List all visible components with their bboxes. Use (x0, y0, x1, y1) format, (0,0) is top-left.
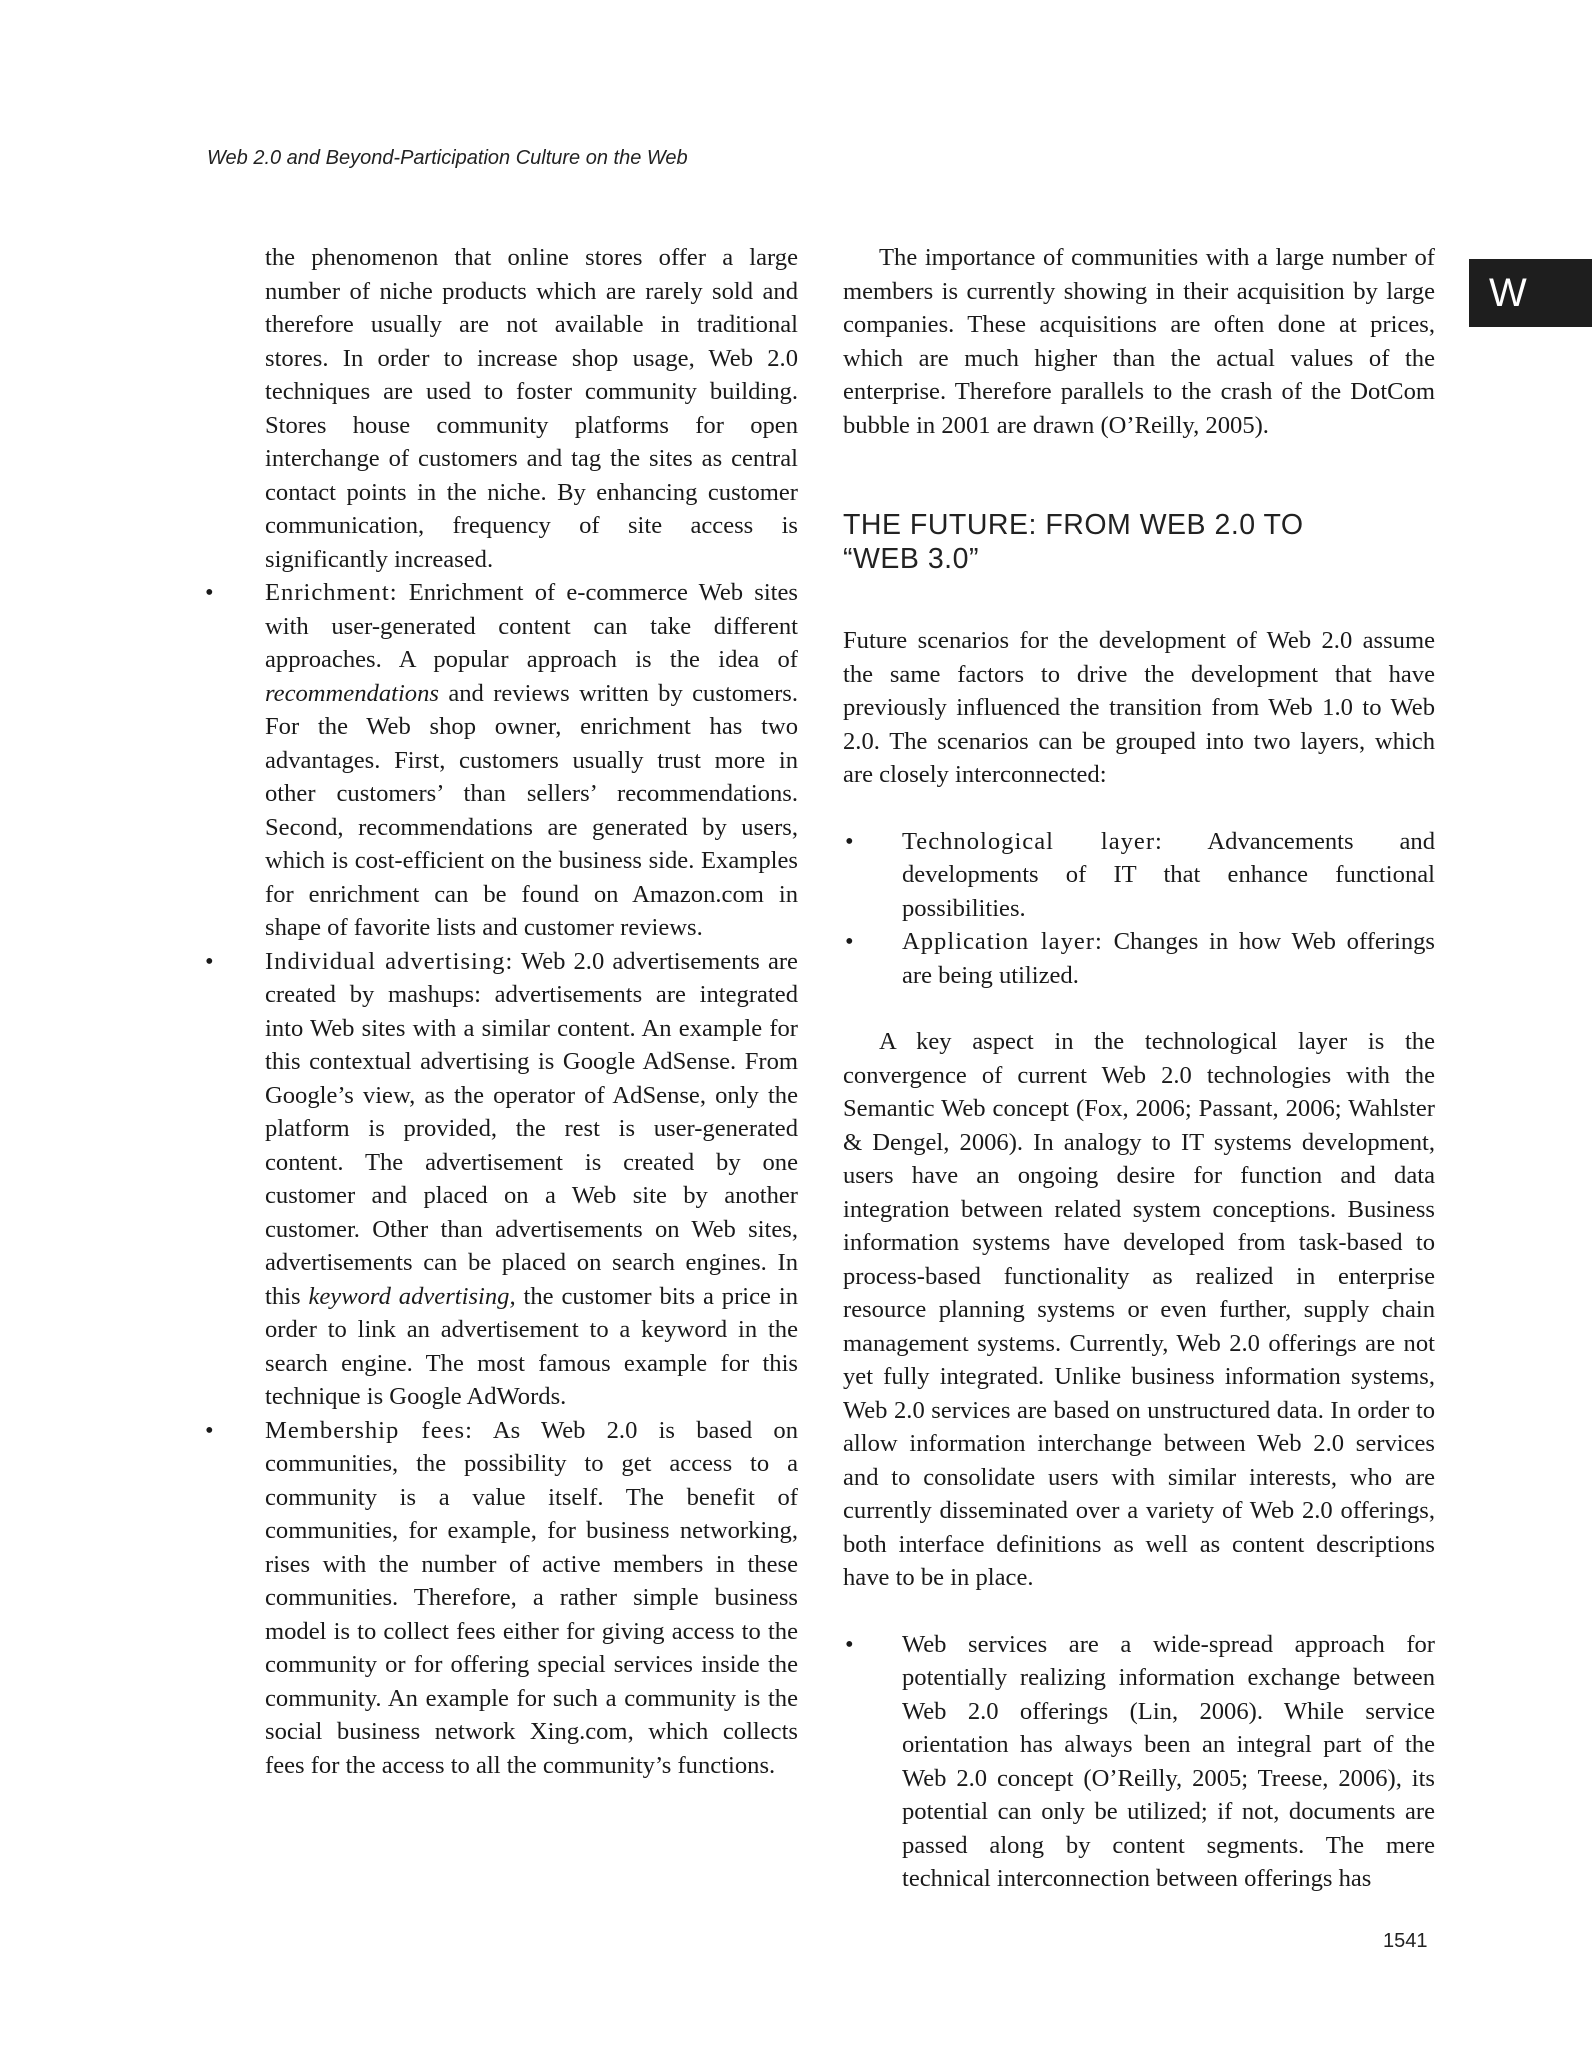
bullet-text: Web services are a wide-spread approach for potentially realizing information exchange between Web 2.0 offerings (Lin, 2006). While service orientation has always been an integral part of the Web 2.0 concept (O’Reilly, 2005; Treese, 2006), its potential can only be utilized; if not, documents are passed along by content segments. The mere technical interconnection between offerings has (902, 1630, 1435, 1892)
bullet-term: Individual advertising: (265, 947, 514, 975)
business-model-list (205, 576, 799, 1782)
bullet-marker: • (845, 928, 854, 955)
layers-list (843, 825, 1435, 993)
left-column (205, 241, 799, 1782)
section-heading-line-1: THE FUTURE: FROM WEB 2.0 TO (843, 509, 1304, 541)
section-heading (843, 508, 1435, 576)
section-heading-line-2: “WEB 3.0” (843, 543, 979, 575)
bullet-marker: • (205, 579, 214, 606)
bullet-marker: • (205, 1416, 214, 1444)
key-aspect-paragraph: A key aspect in the technological layer is the convergence of current Web 2.0 technologies with the Semantic Web concept (Fox, 2006; Passant, 2006; Wahlster & Dengel, 2006). In analogy to IT systems development, users have an ongoing desire for function and data integration between related system conceptions. Business information systems have developed from task-based to process-based functionality as realized in enterprise resource planning systems or even further, supply chain management systems. Currently, Web 2.0 offerings are not yet fully integrated. Unlike business information systems, Web 2.0 services are based on unstructured data. In order to allow information interchange between Web 2.0 services and to consolidate users with similar interests, who are currently disseminated over a variety of Web 2.0 offerings, both interface definitions as well as content descriptions have to be in place. (843, 1028, 1435, 1591)
bullet-text-continued: and reviews written by customers. For the Web shop owner, enrichment has two advantages. First, customers usually trust more in other customers’ than sellers’ recommendations. Second, recommendations are generated by users, which is cost-efficient on the business side. Examples for enrichment can be found on Amazon.com in shape of favorite lists and customer reviews. (265, 679, 798, 941)
bullet-text: Enrichment of e-commerce Web sites with user-generated content can take different approaches. A popular approach is the idea of (265, 579, 799, 673)
bullet-marker: • (845, 1630, 854, 1658)
bullet-text-continued: the customer bits a price in order to link an advertisement to a keyword in the search engine. The most famous example for this technique is Google AdWords. (265, 1282, 798, 1410)
list-item-individual-advertising (205, 945, 798, 1414)
page-number: 1541 (1383, 1930, 1428, 1952)
list-item-web-services (845, 1628, 1435, 1896)
bullet-text: Changes in how Web offerings are being utilized. (902, 928, 1435, 989)
continuation-paragraph: the phenomenon that online stores offer a large number of niche products which are rarely sold and therefore usually are not available in traditional stores. In order to increase shop usage, Web 2.0 techniques are used to foster community building. Stores house community platforms for open interchange of customers and tag the sites as central contact points in the niche. By enhancing customer communication, frequency of site access is significantly increased. (265, 244, 798, 573)
web-services-list (843, 1628, 1435, 1896)
list-item-application-layer (845, 925, 1435, 992)
list-item-enrichment (205, 576, 799, 945)
bullet-term: Membership fees: (265, 1416, 473, 1444)
bullet-marker: • (845, 827, 854, 855)
bullet-term: Technological layer: (902, 827, 1163, 855)
bullet-italic-term: keyword advertising, (308, 1282, 516, 1310)
running-title: Web 2.0 and Beyond-Participation Culture on the Web (207, 147, 688, 169)
bullet-marker: • (205, 947, 214, 975)
bullet-text: As Web 2.0 is based on communities, the possibility to get access to a community is a value itself. The benefit of communities, for example, for business networking, rises with the number of active members in these communities. Therefore, a rather simple business model is to collect fees either for giving access to the community or for offering special services inside the community. An example for such a community is the social business network Xing.com, which collects fees for the access to all the community’s functions. (265, 1416, 799, 1779)
section-tab-letter: W (1469, 259, 1592, 327)
bullet-text: Web 2.0 advertisements are created by mashups: advertisements are integrated into Web sites with a similar content. An example for this contextual advertising is Google AdSense. From Google’s view, as the operator of AdSense, only the platform is provided, the rest is user-generated content. The advertisement is created by one customer and placed on a Web site by another customer. Other than advertisements on Web sites, advertisements can be placed on search engines. In this (265, 947, 798, 1310)
list-item-membership-fees (205, 1414, 799, 1783)
intro-paragraph: The importance of communities with a large number of members is currently showing in their acquisition by large companies. These acquisitions are often done at prices, which are much higher than the actual values of the enterprise. Therefore parallels to the crash of the DotCom bubble in 2001 are drawn (O’Reilly, 2005). (843, 244, 1435, 439)
list-item-technological-layer (845, 825, 1435, 926)
right-column (843, 241, 1435, 1896)
bullet-italic-term: recommendations (265, 679, 439, 707)
bullet-text: Advancements and developments of IT that enhance functional possibilities. (902, 827, 1435, 922)
bullet-term: Application layer: (902, 928, 1103, 955)
bullet-term: Enrichment: (265, 579, 398, 606)
scenarios-paragraph: Future scenarios for the development of Web 2.0 assume the same factors to drive the development that have previously influenced the transition from Web 1.0 to Web 2.0. The scenarios can be grouped into two layers, which are closely interconnected: (843, 627, 1435, 788)
